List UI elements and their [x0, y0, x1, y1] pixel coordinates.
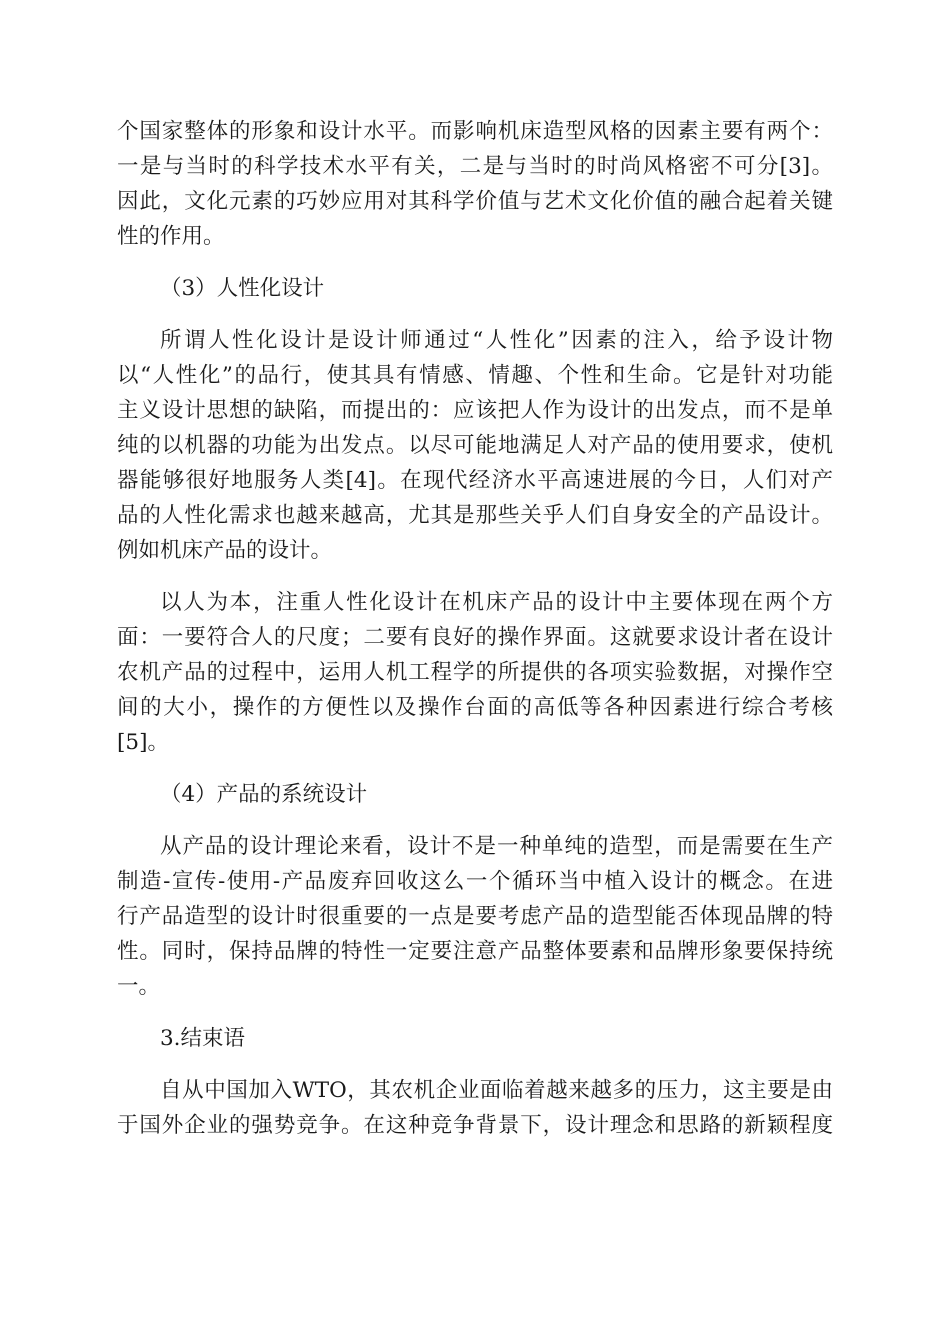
heading-text: （4）产品的系统设计 — [160, 782, 368, 807]
text-line: 个国家整体的形象和设计水平。而影响机床造型风格的因素主要有两个： — [117, 119, 833, 144]
text-line: 性的作用。 — [117, 224, 225, 249]
section-heading-4 — [117, 777, 833, 812]
text-line: 一。 — [117, 974, 161, 999]
section-heading-conclusion — [117, 1021, 833, 1056]
text-line: 纯的以机器的功能为出发点。以尽可能地满足人对产品的使用要求，使机 — [117, 433, 833, 458]
text-line: 例如机床产品的设计。 — [117, 538, 333, 563]
text-line: 以“人性化”的品行，使其具有情感、情趣、个性和生命。它是针对功能 — [117, 363, 833, 388]
text-line: 农机产品的过程中，运用人机工程学的所提供的各项实验数据，对操作空 — [117, 660, 833, 685]
text-line: 从产品的设计理论来看，设计不是一种单纯的造型，而是需要在生产 — [160, 834, 833, 859]
text-line: 以人为本，注重人性化设计在机床产品的设计中主要体现在两个方 — [160, 590, 833, 615]
section-heading-3 — [117, 271, 833, 306]
text-line: 制造-宣传-使用-产品废弃回收这么一个循环当中植入设计的概念。在进 — [117, 869, 833, 894]
heading-text: 3.结束语 — [160, 1026, 246, 1051]
text-line: 间的大小，操作的方便性以及操作台面的高低等各种因素进行综合考核 — [117, 695, 833, 720]
text-line: 器能够很好地服务人类[4]。在现代经济水平高速进展的今日，人们对产 — [117, 468, 833, 493]
text-line: 所谓人性化设计是设计师通过“人性化”因素的注入，给予设计物 — [160, 328, 833, 353]
text-line: 行产品造型的设计时很重要的一点是要考虑产品的造型能否体现品牌的特 — [117, 904, 833, 929]
paragraph-system-design — [117, 829, 833, 1004]
text-line: 品的人性化需求也越来越高，尤其是那些关乎人们自身安全的产品设计。 — [117, 503, 833, 528]
text-line: 面：一要符合人的尺度；二要有良好的操作界面。这就要求设计者在设计 — [117, 625, 833, 650]
text-line: 于国外企业的强势竞争。在这种竞争背景下，设计理念和思路的新颖程度 — [117, 1113, 833, 1138]
heading-text: （3）人性化设计 — [160, 276, 325, 301]
text-line: 自从中国加入WTO，其农机企业面临着越来越多的压力，这主要是由 — [160, 1078, 833, 1103]
text-line: 一是与当时的科学技术水平有关，二是与当时的时尚风格密不可分[3]。 — [117, 154, 833, 179]
text-line: [5]。 — [117, 730, 169, 755]
paragraph-conclusion — [117, 1073, 833, 1143]
document-body — [117, 114, 833, 1143]
text-line: 因此，文化元素的巧妙应用对其科学价值与艺术文化价值的融合起着关键 — [117, 189, 833, 214]
paragraph-people-oriented — [117, 585, 833, 760]
text-line: 主义设计思想的缺陷，而提出的：应该把人作为设计的出发点，而不是单 — [117, 398, 833, 423]
paragraph-humanized-design — [117, 323, 833, 568]
text-line: 性。同时，保持品牌的特性一定要注意产品整体要素和品牌形象要保持统 — [117, 939, 833, 964]
paragraph-continued — [117, 114, 833, 254]
